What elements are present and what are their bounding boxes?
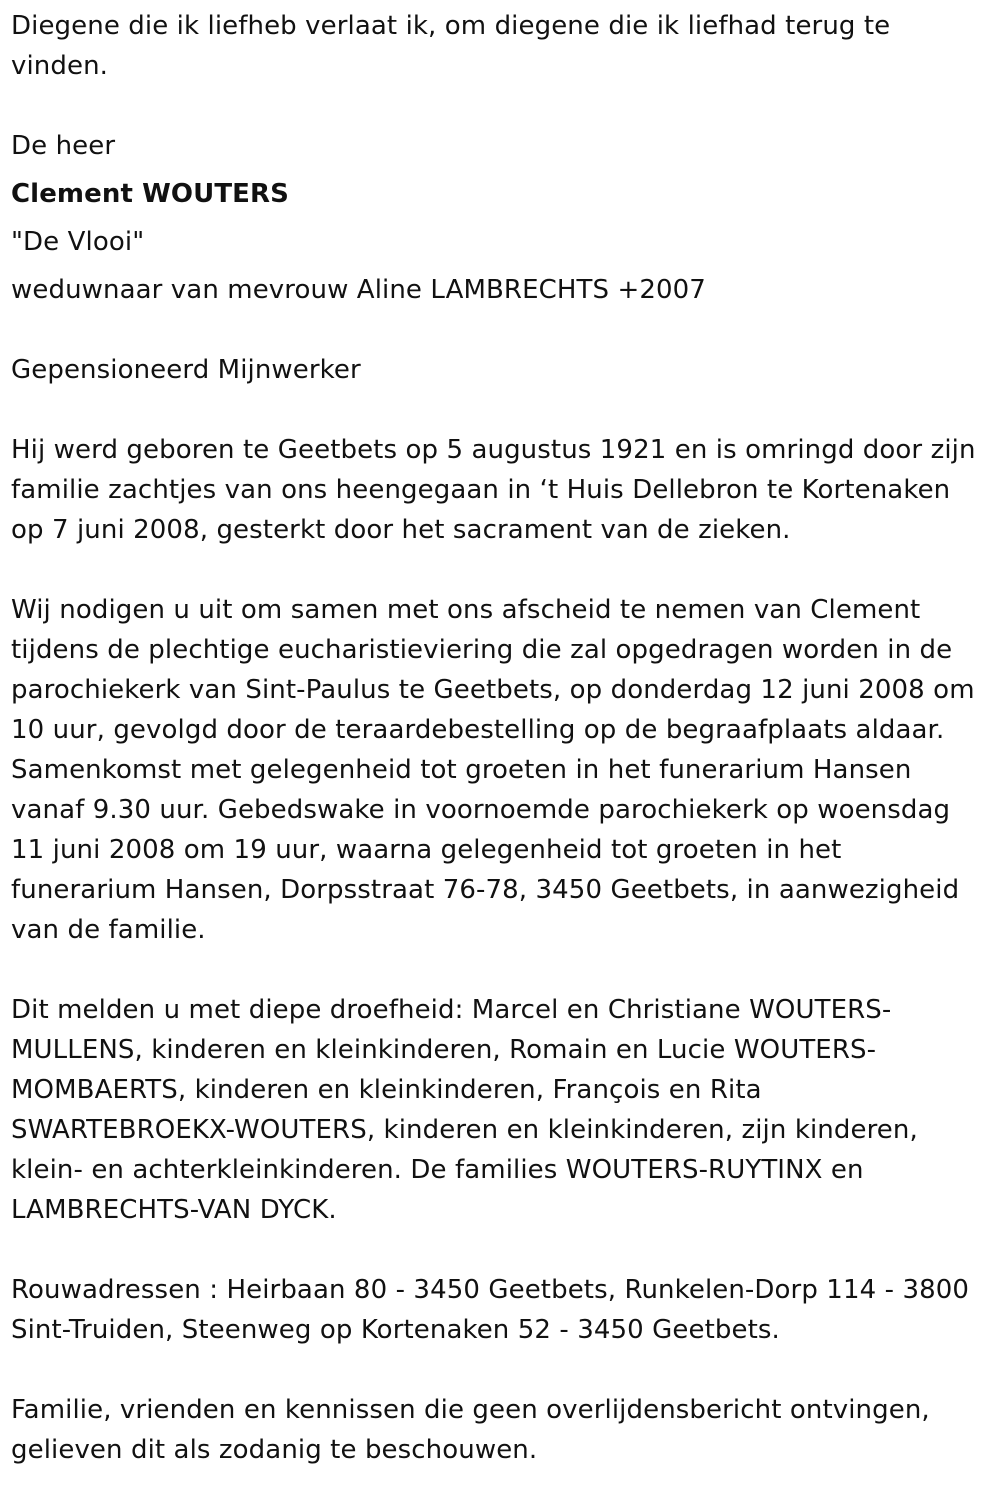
ceremony-paragraph: Wij nodigen u uit om samen met ons afscheid te nemen van Clement tijdens de plechtige eucharistieviering die zal opgedragen worden in de parochiekerk van Sint-Paulus te Geetbets, op donderdag 12 juni 2008 om 10 uur, gevolgd door de teraardebestelling op de begraafplaats aldaar. Samenkomst met gelegenheid tot groeten in het funerarium Hansen vanaf 9.30 uur. Gebedswake in voornoemde parochiekerk op woensdag 11 juni 2008 om 19 uur, waarna gelegenheid tot groeten in het funerarium Hansen, Dorpsstraat 76-78, 3450 Geetbets, in aanwezigheid van de familie. (11, 595, 975, 945)
spouse-info: weduwnaar van mevrouw Aline LAMBRECHTS +2007 (11, 275, 706, 305)
family-paragraph: Dit melden u met diepe droefheid: Marcel en Christiane WOUTERS-MULLENS, kinderen en kleinkinderen, Romain en Lucie WOUTERS-MOMBAERTS, kinderen en kleinkinderen, François en Rita SWARTEBROEKX-WOUTERS, kinderen en kleinkinderen, zijn kinderen, klein- en achterkleinkinderen. De families WOUTERS-RUYTINX en LAMBRECHTS-VAN DYCK. (11, 995, 918, 1225)
birth-death-paragraph: Hij werd geboren te Geetbets op 5 augustus 1921 en is omringd door zijn familie zachtjes van ons heengegaan in ‘t Huis Dellebron te Kortenaken op 7 juni 2008, gesterkt door het sacrament van de zieken. (11, 435, 976, 545)
deceased-name: Clement WOUTERS (11, 179, 289, 209)
profession: Gepensioneerd Mijnwerker (11, 355, 361, 385)
mourning-addresses: Rouwadressen : Heirbaan 80 - 3450 Geetbets, Runkelen-Dorp 114 - 3800 Sint-Truiden, Steenweg op Kortenaken 52 - 3450 Geetbets. (11, 1275, 970, 1345)
closing-paragraph: Familie, vrienden en kennissen die geen overlijdensbericht ontvingen, gelieven dit als zodanig te beschouwen. (11, 1395, 930, 1465)
motto-text: Diegene die ik liefheb verlaat ik, om diegene die ik liefhad terug te vinden. (11, 11, 891, 81)
honorific-title: De heer (11, 131, 116, 161)
nickname: "De Vlooi" (11, 227, 145, 257)
